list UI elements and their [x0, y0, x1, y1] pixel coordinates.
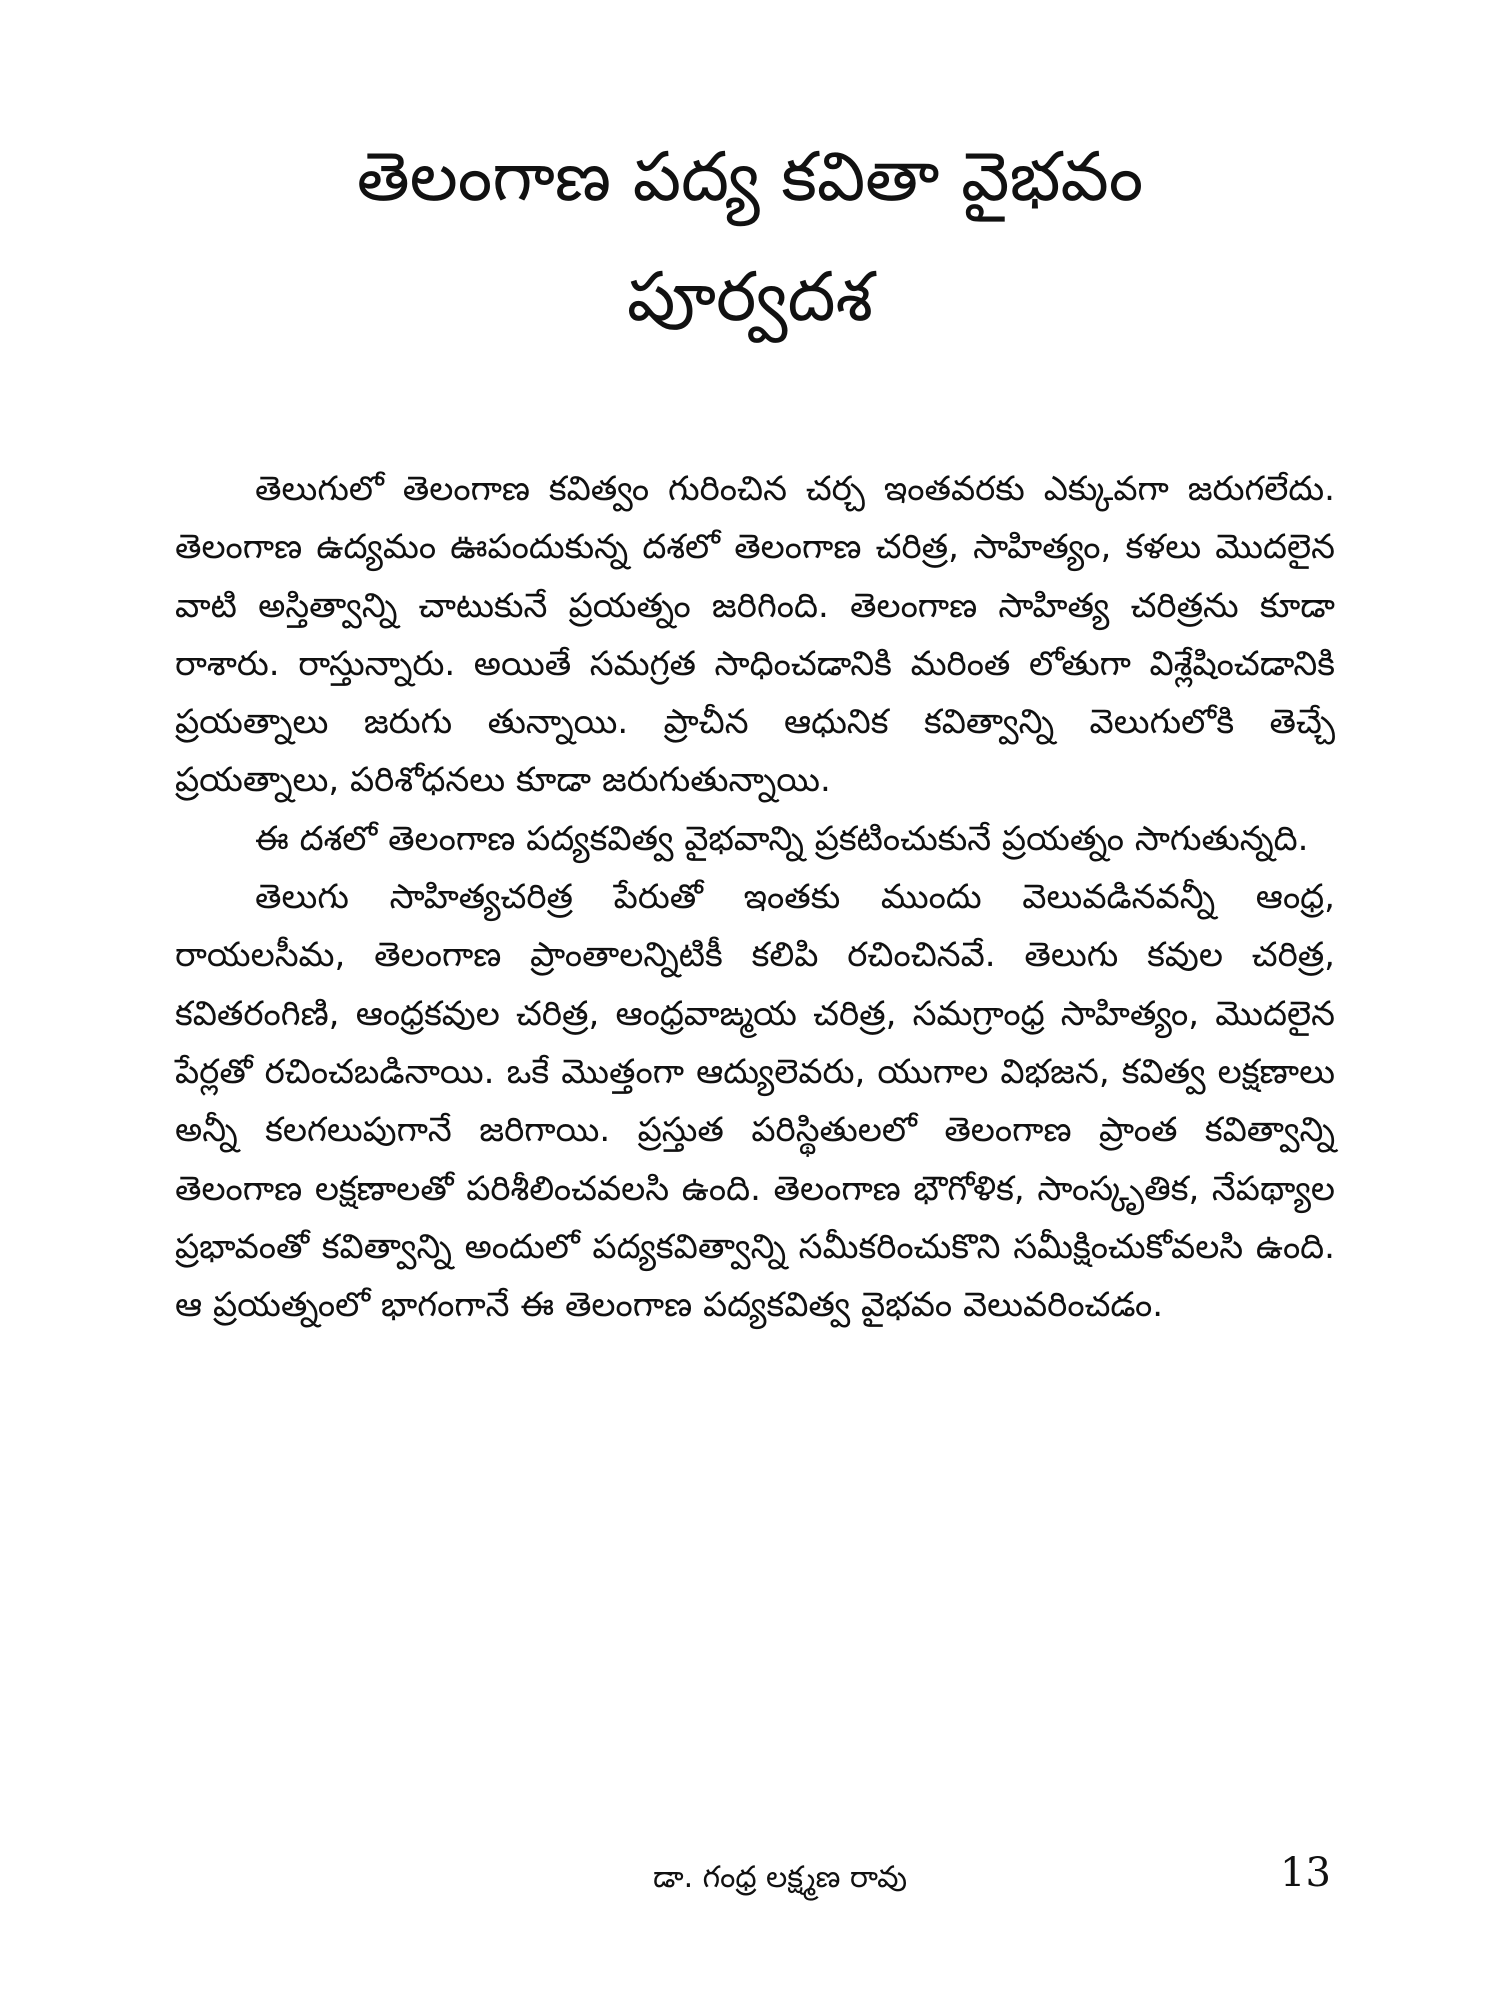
body-text	[175, 460, 1335, 1334]
paragraph: తెలుగులో తెలంగాణ కవిత్వం గురించిన చర్చ ఇంతవరకు ఎక్కువగా జరుగలేదు. తెలంగాణ ఉద్యమం ఊపందుకున్న దశలో తెలంగాణ చరిత్ర, సాహిత్యం, కళలు మొదలైన వాటి అస్తిత్వాన్ని చాటుకునే ప్రయత్నం జరిగింది. తెలంగాణ సాహిత్య చరిత్రను కూడా రాశారు. రాస్తున్నారు. అయితే సమగ్రత సాధించడానికి మరింత లోతుగా విశ్లేషించడానికి ప్రయత్నాలు జరుగు తున్నాయి. ప్రాచీన ఆధునిక కవిత్వాన్ని వెలుగులోకి తెచ్చే ప్రయత్నాలు, పరిశోధనలు కూడా జరుగుతున్నాయి.	[175, 469, 1335, 801]
paragraph: తెలుగు సాహిత్యచరిత్ర పేరుతో ఇంతకు ముందు వెలువడినవన్నీ ఆంధ్ర, రాయలసీమ, తెలంగాణ ప్రాంతాలన్నిటికీ కలిపి రచించినవే. తెలుగు కవుల చరిత్ర, కవితరంగిణి, ఆంధ్రకవుల చరిత్ర, ఆంధ్రవాఙ్మయ చరిత్ర, సమగ్రాంధ్ర సాహిత్యం, మొదలైన పేర్లతో రచించబడినాయి. ఒకే మొత్తంగా ఆద్యులెవరు, యుగాల విభజన, కవిత్వ లక్షణాలు అన్నీ కలగలుపుగానే జరిగాయి. ప్రస్తుత పరిస్థితులలో తెలంగాణ ప్రాంత కవిత్వాన్ని తెలంగాణ లక్షణాలతో పరిశీలించవలసి ఉంది. తెలంగాణ భౌగోళిక, సాంస్కృతిక, నేపథ్యాల ప్రభావంతో కవిత్వాన్ని అందులో పద్యకవిత్వాన్ని సమీకరించుకొని సమీక్షించుకోవలసి ఉంది. ఆ ప్రయత్నంలో భాగంగానే ఈ తెలంగాణ పద్యకవిత్వ వైభవం వెలువరించడం.	[175, 877, 1335, 1326]
page-title	[0, 118, 1500, 358]
page-number: 13	[1280, 1850, 1331, 1896]
paragraph: ఈ దశలో తెలంగాణ పద్యకవిత్వ వైభవాన్ని ప్రకటించుకునే ప్రయత్నం సాగుతున్నది.	[255, 818, 1309, 859]
title-line-2: పూర్వదశ	[627, 258, 873, 337]
title-line-1: తెలంగాణ పద్య కవితా వైభవం	[356, 138, 1144, 217]
footer-author: డా. గంధ్ర లక్ష్మణ రావు	[652, 1860, 908, 1895]
page-footer	[0, 1850, 1500, 1910]
